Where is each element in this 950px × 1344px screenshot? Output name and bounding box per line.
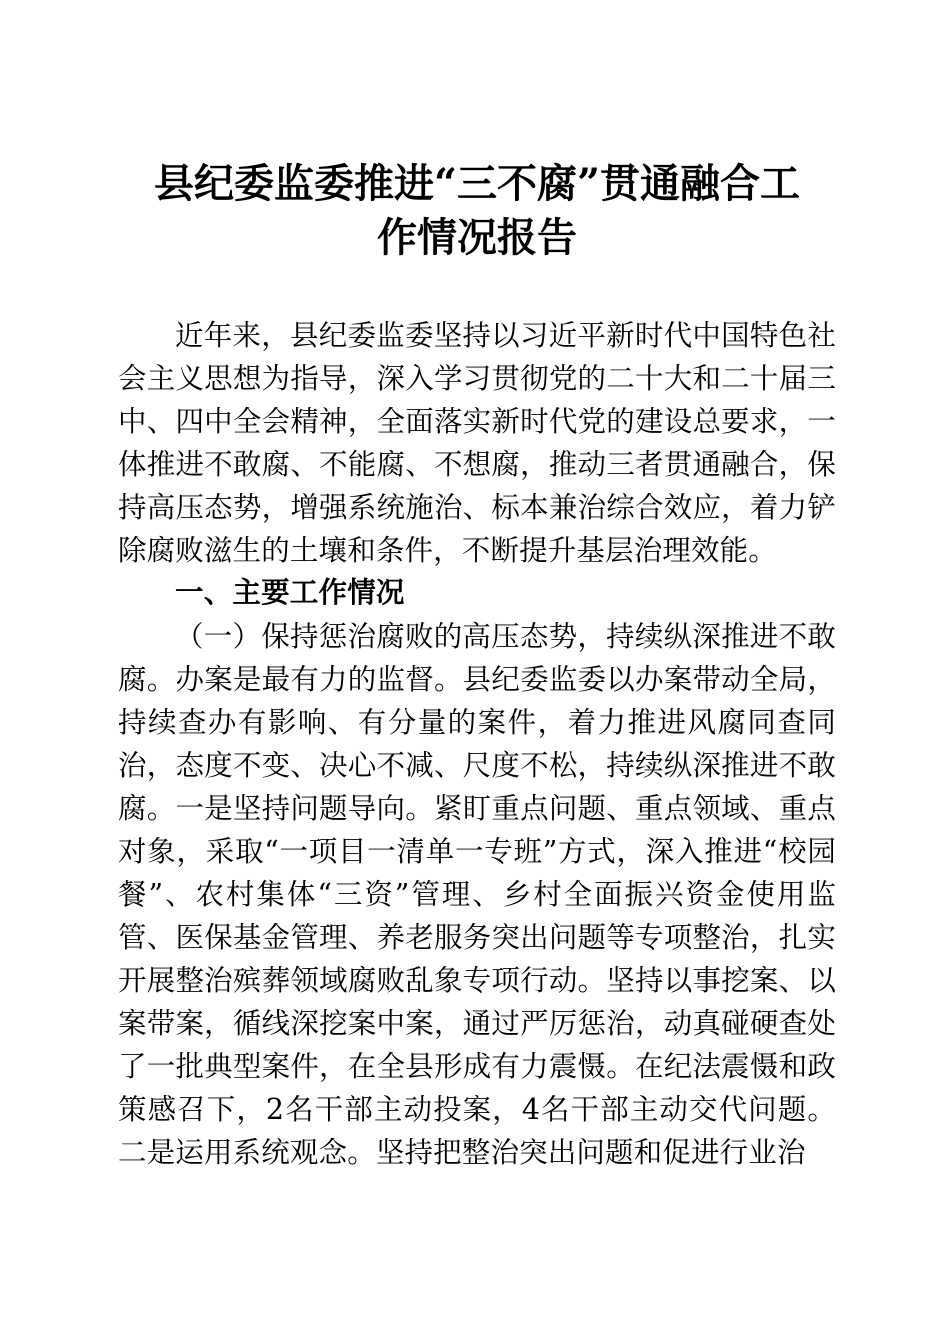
document-body [118,314,836,1174]
paragraph-opening: 近年来，县纪委监委坚持以习近平新时代中国特色社会主义思想为指导，深入学习贯彻党的二十大和二十届三中、四中全会精神，全面落实新时代党的建设总要求，一体推进不敢腐、不能腐、不想腐，推动三者贯通融合，保持高压态势，增强系统施治、标本兼治综合效应，着力铲除腐败滋生的土壤和条件，不断提升基层治理效能。 [118,319,836,567]
page-content [118,0,836,1174]
page-title [118,0,836,265]
page-title-line-1: 县纪委监委推进“三不腐”贯通融合工 [153,160,800,207]
paragraph-subsection-one: （一）保持惩治腐败的高压态势，持续纵深推进不敢腐。办案是最有力的监督。县纪委监委以办案带动全局，持续查办有影响、有分量的案件，着力推进风腐同查同治，态度不变、决心不减、尺度不松，持续纵深推进不敢腐。一是坚持问题导向。紧盯重点问题、重点领域、重点对象，采取“一项目一清单一专班”方式，深入推进“校园餐”、农村集体“三资”管理、乡村全面振兴资金使用监管、医保基金管理、养老服务突出问题等专项整治，扎实开展整治殡葬领域腐败乱象专项行动。坚持以事挖案、以案带案，循线深挖案中案，通过严厉惩治，动真碰硬查处了一批典型案件，在全县形成有力震慑。在纪法震慑和政策感召下，2名干部主动投案，4名干部主动交代问题。二是运用系统观念。坚持把整治突出问题和促进行业治 [118,620,836,1169]
section-heading-main-work: 一、主要工作情况 [175,577,405,609]
page-title-line-2: 作情况报告 [377,214,577,261]
